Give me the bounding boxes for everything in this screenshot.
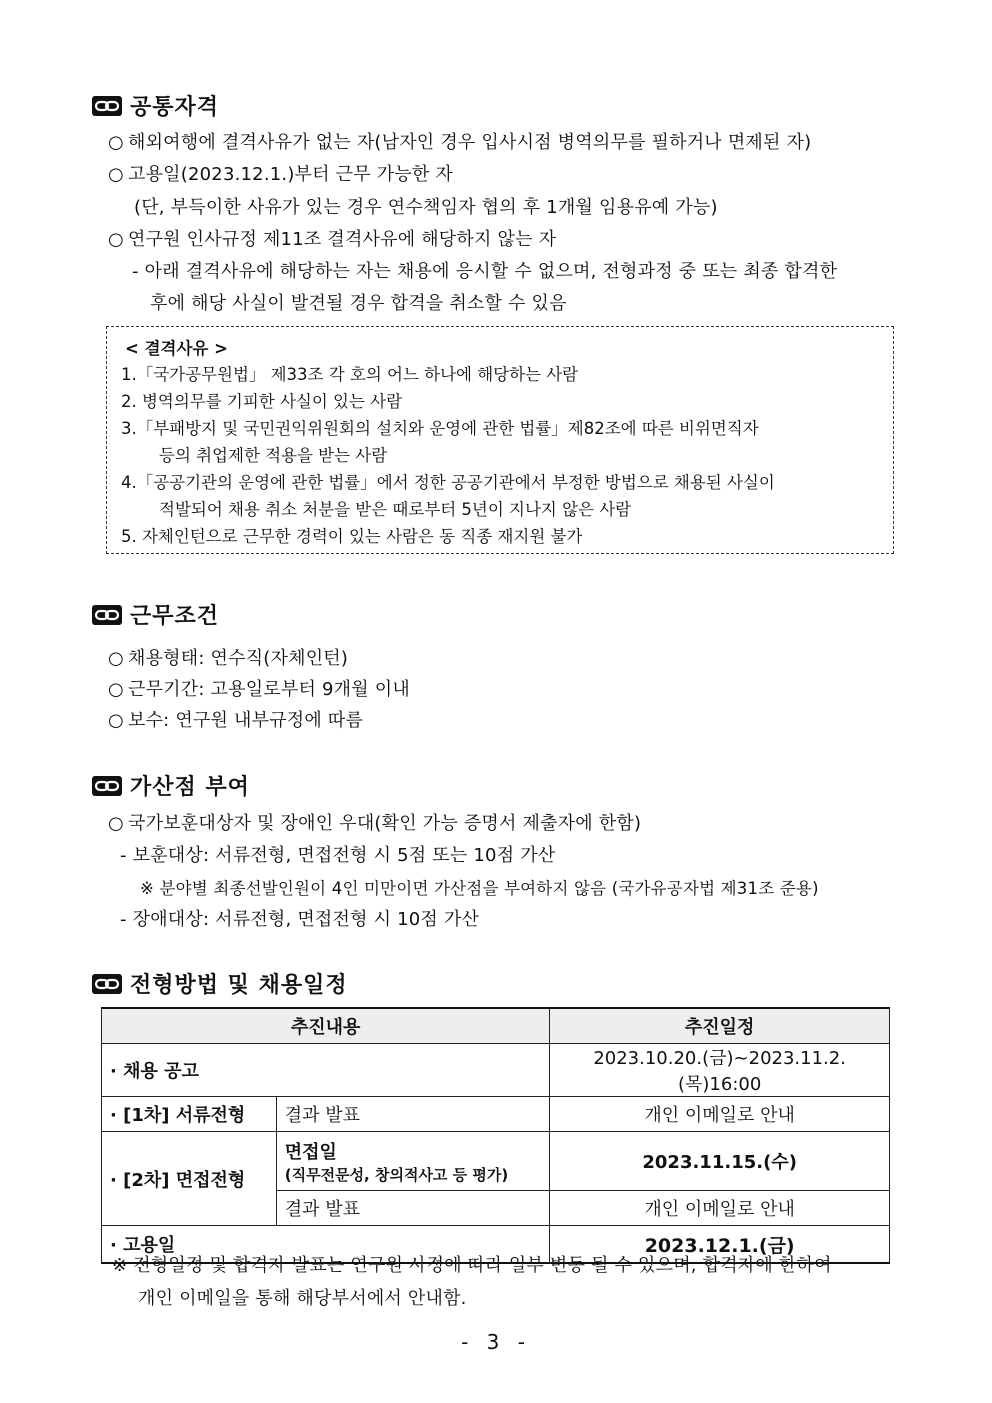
row-interview-date1: 2023.11.15.(수) — [550, 1132, 890, 1191]
common-item-2-note: (단, 부득이한 사유가 있는 경우 연수책임자 협의 후 1개월 임용유예 가능) — [134, 197, 718, 218]
disq-line-3-cont: 등의 취업제한 적용을 받는 사람 — [159, 446, 388, 465]
row-notice-label: · 채용 공고 — [102, 1044, 550, 1097]
row-doc-date: 개인 이메일로 안내 — [550, 1097, 890, 1132]
schedule-table — [101, 1007, 890, 1264]
row-doc-label: · [1차] 서류전형 — [102, 1097, 277, 1132]
disq-line-2: 2. 병역의무를 기피한 사실이 있는 사람 — [121, 392, 403, 411]
link-icon — [92, 96, 122, 116]
table-row — [102, 1097, 890, 1132]
row-interview-sub2: 결과 발표 — [276, 1191, 550, 1226]
row-hire-date: 2023.12.1.(금) — [550, 1226, 890, 1264]
header-content: 추진내용 — [102, 1008, 550, 1044]
disq-line-4-cont: 적발되어 채용 취소 처분을 받은 때로부터 5년이 지나지 않은 사람 — [159, 500, 632, 519]
common-item-3-sub-cont: 후에 해당 사실이 발견될 경우 합격을 취소할 수 있음 — [150, 293, 567, 314]
page-number: - 3 - — [461, 1330, 531, 1354]
interview-day-detail: (직무전문성, 창의적사고 등 평가) — [284, 1165, 509, 1184]
common-item-1: ○ 해외여행에 결격사유가 없는 자(남자인 경우 입사시점 병역의무를 필하거나 면제된 자) — [108, 132, 812, 153]
table-header-row — [102, 1008, 890, 1044]
disqualification-box — [106, 326, 894, 554]
work-item-1: ○ 채용형태: 연수직(자체인턴) — [108, 648, 349, 669]
common-item-3-sub: - 아래 결격사유에 해당하는 자는 채용에 응시할 수 없으며, 전형과정 중 또는 최종 합격한 — [132, 261, 838, 282]
disq-line-5: 5. 자체인턴으로 근무한 경력이 있는 사람은 동 직종 재지원 불가 — [121, 527, 583, 546]
section-title-bonus: 가산점 부여 — [92, 770, 250, 801]
row-notice-date: 2023.10.20.(금)~2023.11.2.(목)16:00 — [550, 1044, 890, 1097]
table-row — [102, 1044, 890, 1097]
table-row — [102, 1132, 890, 1191]
work-item-2: ○ 근무기간: 고용일로부터 9개월 이내 — [108, 679, 410, 700]
link-icon — [92, 974, 122, 994]
schedule-note-1: ※ 전형일정 및 합격자 발표는 연구원 사정에 따라 일부 변동 될 수 있으며, 합격자에 한하여 — [112, 1255, 832, 1276]
link-icon — [92, 776, 122, 796]
common-item-3: ○ 연구원 인사규정 제11조 결격사유에 해당하지 않는 자 — [108, 229, 557, 250]
bonus-item-disabled: - 장애대상: 서류전형, 면접전형 시 10점 가산 — [120, 909, 480, 930]
schedule-note-2: 개인 이메일을 통해 해당부서에서 안내함. — [138, 1288, 467, 1309]
work-item-3: ○ 보수: 연구원 내부규정에 따름 — [108, 710, 364, 731]
bonus-item-note: ※ 분야별 최종선발인원이 4인 미만이면 가산점을 부여하지 않음 (국가유공자법 제31조 준용) — [140, 879, 819, 898]
section-title-schedule: 전형방법 및 채용일정 — [92, 968, 348, 999]
row-interview-sub1 — [276, 1132, 550, 1191]
row-doc-sub: 결과 발표 — [276, 1097, 550, 1132]
disq-title: < 결격사유 > — [125, 339, 228, 358]
common-item-2: ○ 고용일(2023.12.1.)부터 근무 가능한 자 — [108, 164, 454, 185]
bonus-item-1: ○ 국가보훈대상자 및 장애인 우대(확인 가능 증명서 제출자에 한함) — [108, 813, 642, 834]
disq-line-3: 3.「부패방지 및 국민권익위원회의 설치와 운영에 관한 법률」제82조에 따른 비위면직자 — [121, 419, 759, 438]
section-title-common: 공통자격 — [92, 90, 219, 121]
row-interview-label: · [2차] 면접전형 — [102, 1132, 277, 1226]
header-date: 추진일정 — [550, 1008, 890, 1044]
link-icon — [92, 605, 122, 625]
section-title-work: 근무조건 — [92, 599, 219, 630]
disq-line-1: 1.「국가공무원법」 제33조 각 호의 어느 하나에 해당하는 사람 — [121, 365, 579, 384]
disq-line-4: 4.「공공기관의 운영에 관한 법률」에서 정한 공공기관에서 부정한 방법으로 채용된 사실이 — [121, 473, 775, 492]
row-hire-label: · 고용일 — [102, 1226, 550, 1264]
interview-day-label: 면접일 — [284, 1141, 337, 1163]
row-interview-date2: 개인 이메일로 안내 — [550, 1191, 890, 1226]
bonus-item-veteran: - 보훈대상: 서류전형, 면접전형 시 5점 또는 10점 가산 — [120, 845, 556, 866]
